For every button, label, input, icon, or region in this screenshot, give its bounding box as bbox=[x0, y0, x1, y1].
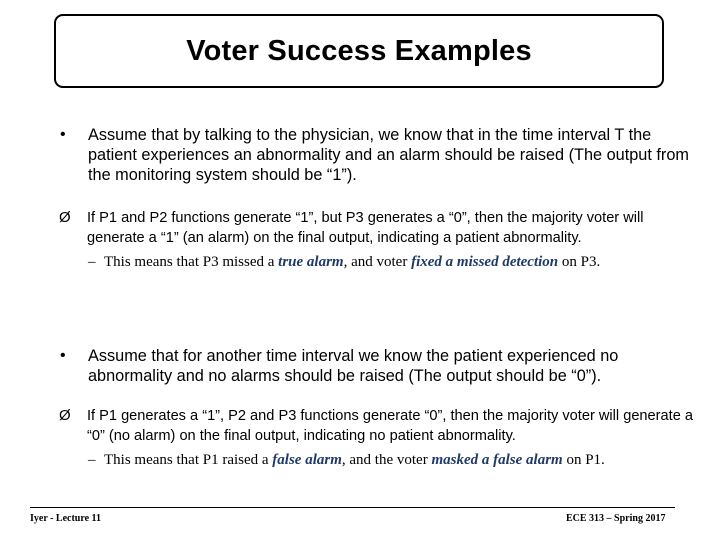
title-box bbox=[54, 14, 664, 88]
bullet-item-2 bbox=[60, 346, 700, 386]
dash-text-2-emphasis1: false alarm bbox=[272, 452, 342, 468]
dash-bullet-icon: – bbox=[88, 452, 96, 468]
arrow-item-2 bbox=[60, 406, 700, 446]
bullet-icon: • bbox=[60, 126, 66, 143]
arrow-bullet-icon: Ø bbox=[59, 209, 71, 226]
dash-text-1-part2: , and voter bbox=[343, 254, 412, 270]
footer-course-label: ECE 313 – Spring 2017 bbox=[566, 513, 666, 524]
arrow-bullet-icon: Ø bbox=[59, 407, 71, 424]
dash-text-2-part1: This means that P1 raised a bbox=[104, 452, 273, 468]
dash-text-1-emphasis2: fixed a missed detection bbox=[411, 254, 559, 270]
bullet-icon: • bbox=[60, 347, 66, 364]
section-2 bbox=[60, 346, 700, 386]
dash-text-2-part3: on P1. bbox=[562, 452, 605, 468]
footer-divider bbox=[30, 507, 675, 508]
dash-text-2 bbox=[104, 450, 700, 470]
dash-item-2 bbox=[88, 450, 700, 470]
bullet-text-1: Assume that by talking to the physician, we know that in the time interval T the patient experiences an abnormality and an alarm should be raised (The output from the monitoring system should be “1”). bbox=[88, 126, 689, 184]
dash-text-1 bbox=[104, 252, 700, 272]
arrow-text-1: If P1 and P2 functions generate “1”, but P3 generates a “0”, then the majority voter will generate a “1” (an alarm) on the final output, indicating a patient abnormality. bbox=[87, 210, 644, 246]
arrow-text-2: If P1 generates a “1”, P2 and P3 functions generate “0”, then the majority voter will generate a “0” (no alarm) on the final output, indicating no patient abnormality. bbox=[87, 408, 693, 444]
dash-text-2-part2: , and the voter bbox=[341, 452, 432, 468]
dash-text-1-emphasis1: true alarm bbox=[278, 254, 344, 270]
dash-item-1 bbox=[88, 252, 700, 272]
dash-text-1-part1: This means that P3 missed a bbox=[104, 254, 279, 270]
dash-bullet-icon: – bbox=[88, 254, 96, 270]
slide-title: Voter Success Examples bbox=[186, 34, 532, 67]
bullet-text-2: Assume that for another time interval we know the patient experienced no abnormality and no alarms should be raised (The output should be “0”). bbox=[88, 347, 619, 385]
arrow-item-1 bbox=[60, 208, 700, 248]
bullet-item-1 bbox=[60, 125, 700, 185]
footer-lecture-label: Iyer - Lecture 11 bbox=[30, 513, 102, 524]
section-1-sub bbox=[60, 208, 700, 272]
section-2-sub bbox=[60, 406, 700, 470]
dash-text-1-part3: on P3. bbox=[558, 254, 601, 270]
section-1 bbox=[60, 125, 700, 185]
dash-text-2-emphasis2: masked a false alarm bbox=[431, 452, 563, 468]
